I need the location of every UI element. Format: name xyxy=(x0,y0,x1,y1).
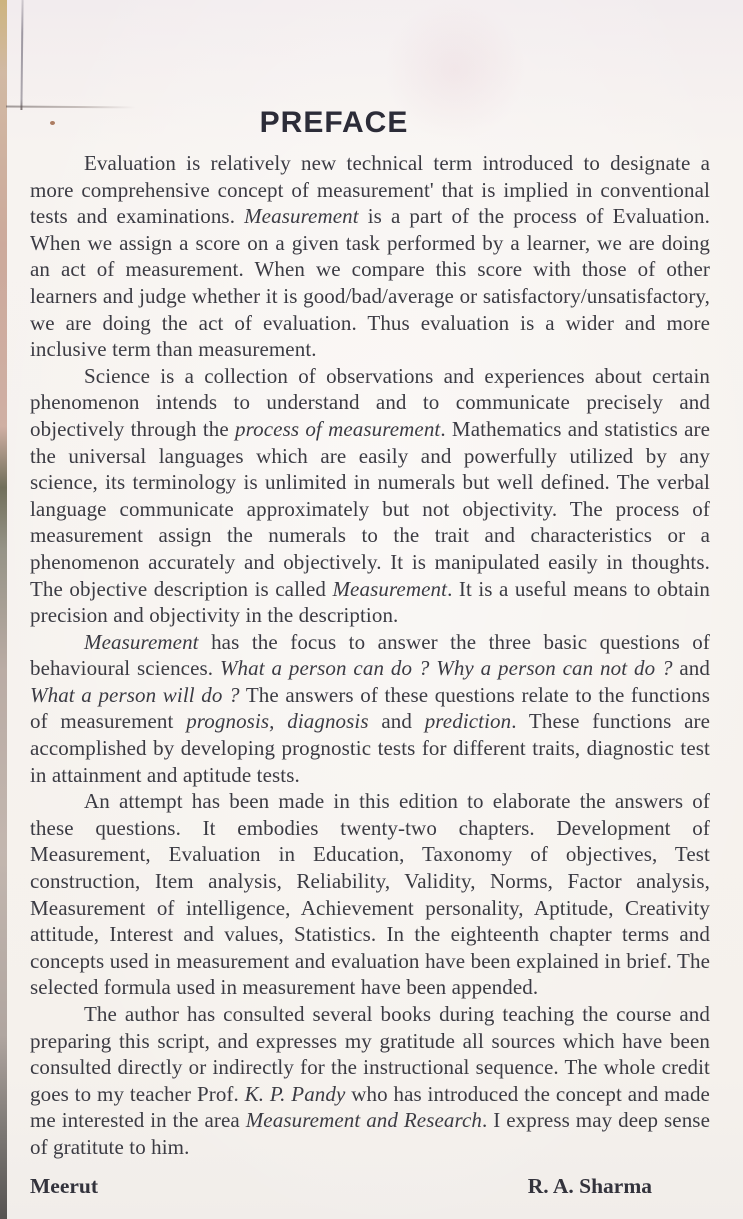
italic-term: prediction xyxy=(424,709,512,734)
italic-term: K. P. Pandy xyxy=(244,1081,346,1106)
paragraph-text: and xyxy=(368,709,425,734)
paragraph-text: . It is a useful means to obtain precision and objectivity in the description. xyxy=(30,576,710,628)
paragraph-text: and xyxy=(672,656,710,681)
signature-author: R. A. Sharma xyxy=(527,1173,652,1198)
signature-row xyxy=(30,1174,710,1199)
page-edge-shadow xyxy=(0,0,7,1219)
signature-place: Meerut xyxy=(30,1173,99,1198)
paragraph-text: Evaluation is relatively new technical term introduced to designate a more comprehensive concept of measurement' that is implied in conventional tests and examinations. xyxy=(30,151,710,229)
scan-artifact-thread xyxy=(20,0,23,110)
paragraph xyxy=(30,1001,710,1161)
paragraph-text: An attempt has been made in this edition to elaborate the answers of these questions. It embodies twenty-two chapters. Development of Measurement, Evaluation in Education, Taxonomy of objectives, Test construction, Item analysis, Reliability, Validity, Norms, Factor analysis, Measurement of intelligence, Achievement personality, Aptitude, Creativity attitude, Interest and values, Statistics. In the eighteenth chapter terms and concepts used in measurement and evaluation have been explained in brief. The selected formula used in measurement have been appended. xyxy=(30,789,710,1000)
italic-term: What a person can do ? Why a person can not do ? xyxy=(219,656,673,681)
italic-term: Measurement xyxy=(84,629,199,654)
paragraph-text: . Mathematics and statistics are the universal languages which are easily and powerfully utilized by any science, its terminology is unlimited in numerals but well defined. The verbal language communicate approximately but not objectivity. The process of measurement assign the numerals to the trait and characteristics or a phenomenon accurately and objectively. It is manipulated easily in thoughts. The objective description is called xyxy=(30,416,711,601)
paragraph xyxy=(30,788,710,1001)
italic-term: prognosis, diagnosis xyxy=(186,709,369,734)
paragraph-text: who has introduced the concept and made me interested in the area xyxy=(30,1081,710,1133)
italic-term: Measurement xyxy=(332,576,448,601)
italic-term: Measurement xyxy=(244,204,359,229)
paragraph-text: . These functions are accomplished by developing prognostic tests for different traits, diagnostic test in attainment and aptitude tests. xyxy=(30,709,710,787)
paragraph xyxy=(30,629,710,789)
preface-body xyxy=(30,150,710,1161)
paragraph-text: is a part of the process of Evaluation. When we assign a score on a given task performed by a learner, we are doing an act of measurement. When we compare this score with those of other learners and judge whether it is good/bad/average or satisfactory/unsatisfactory, we are doing the act of evaluation. Thus evaluation is a wider and more inclusive term than measurement. xyxy=(30,204,710,362)
italic-term: What a person will do ? xyxy=(30,682,240,707)
paragraph-text: has the focus to answer the three basic questions of behavioural sciences. xyxy=(30,629,710,681)
paragraph-text: The answers of these questions relate to the functions of measurement xyxy=(30,682,710,734)
page-title: PREFACE xyxy=(259,106,409,139)
page-content xyxy=(30,106,710,1199)
paragraph xyxy=(30,363,710,629)
paragraph-text: Science is a collection of observations and experiences about certain phenomenon intends to understand and to communicate precisely and objectively through the xyxy=(30,363,710,441)
paragraph-text: The author has consulted several books during teaching the course and preparing this script, and expresses my gratitude all sources which have been consulted directly or indirectly for the instructional sequence. The whole credit goes to my teacher Prof. xyxy=(30,1002,710,1106)
paragraph xyxy=(30,150,710,363)
italic-term: Measurement and Research xyxy=(245,1108,483,1133)
paragraph-text: . I express may deep sense of gratitute to him. xyxy=(30,1108,710,1159)
italic-term: process of measurement xyxy=(235,416,441,441)
